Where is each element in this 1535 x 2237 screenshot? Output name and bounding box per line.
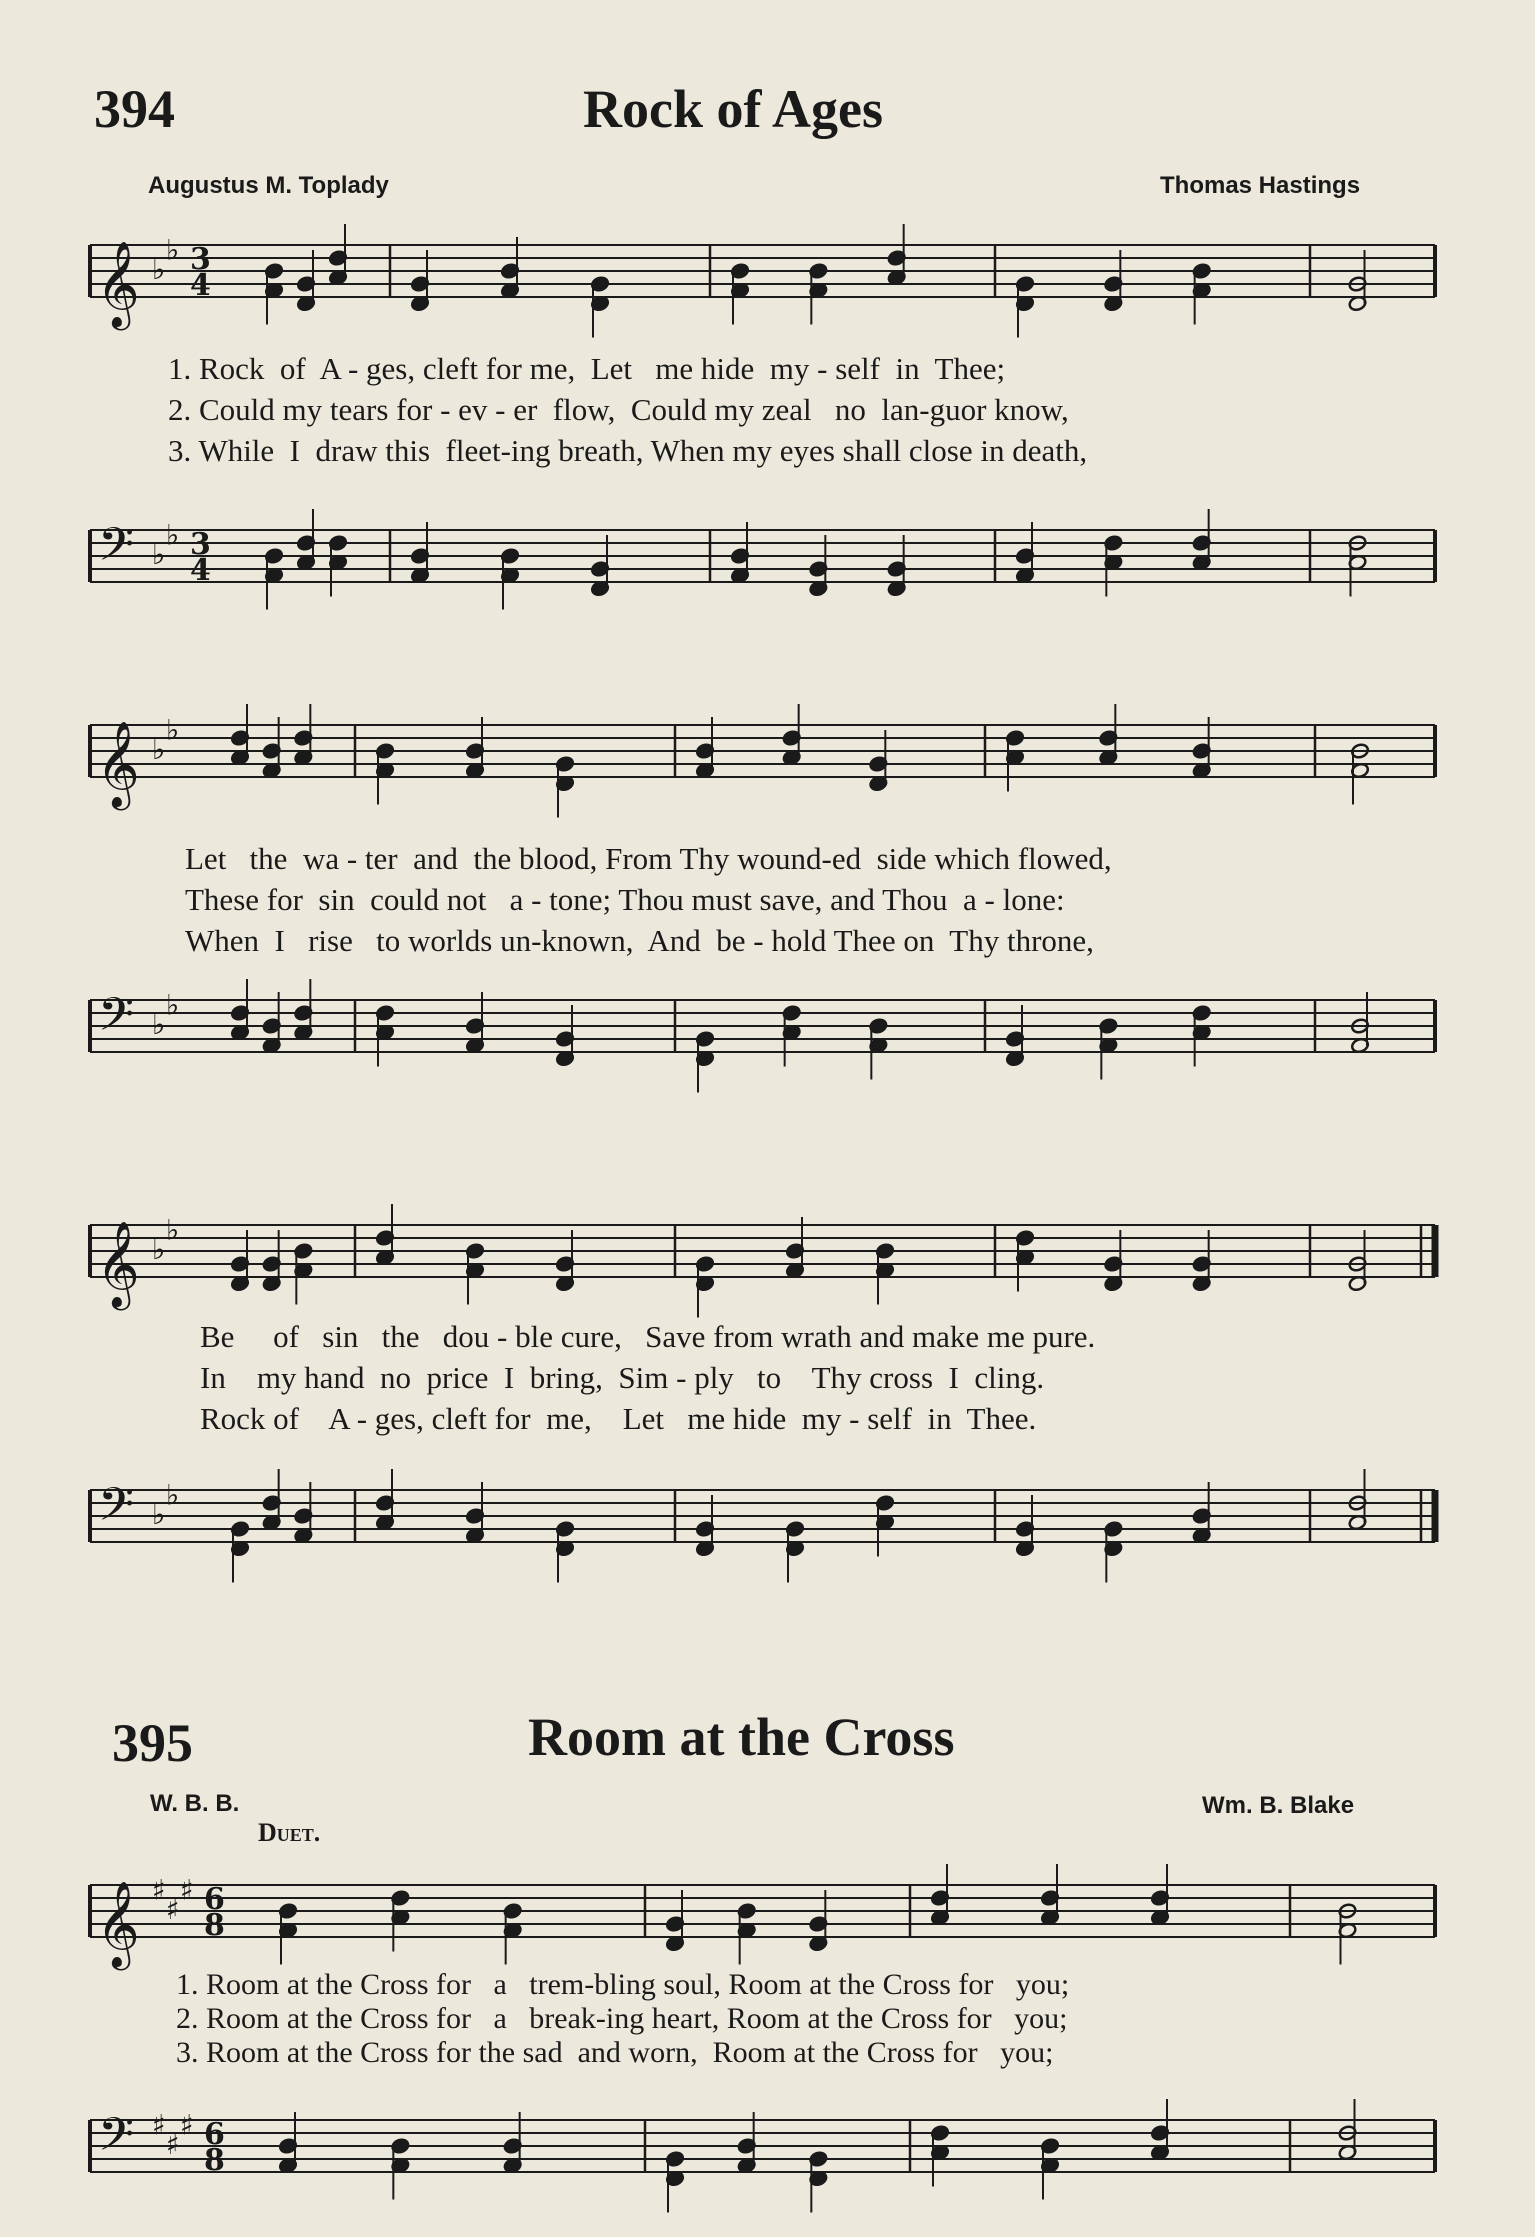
time-signature-top: 3: [190, 527, 211, 562]
treble-staff-system-4: [90, 1845, 1450, 1975]
lyric-verse-2: 2. Room at the Cross for a break-ing heart, Room at the Cross for you;: [176, 2002, 1068, 2035]
time-signature-bottom: 4: [190, 553, 211, 588]
bass-staff-system-3: [90, 1450, 1450, 1580]
bass-clef-icon: 𝄢: [98, 988, 135, 1053]
flat-icon: ♭: [166, 988, 180, 1022]
treble-clef-icon: 𝄞: [96, 1221, 140, 1307]
flat-icon: ♭: [152, 1498, 166, 1531]
lyric-verse-3: 3. Room at the Cross for the sad and worn, Room at the Cross for you;: [176, 2036, 1054, 2069]
time-signature-top: 3: [190, 242, 211, 277]
lyrics-system-1: [168, 348, 1087, 471]
flat-icon: ♭: [152, 1008, 166, 1041]
treble-clef-icon: 𝄞: [96, 241, 140, 327]
flat-icon: ♭: [152, 253, 166, 286]
flat-icon: ♭: [152, 733, 166, 766]
time-signature-bottom: 8: [204, 1908, 225, 1943]
bleed-through-text: [520, 70, 527, 100]
flat-icon: ♭: [166, 1478, 180, 1512]
lyricist-credit: Augustus M. Toplady: [148, 172, 389, 199]
treble-clef-icon: 𝄞: [96, 721, 140, 807]
lyric-verse-3: Rock of A - ges, cleft for me, Let me hide my - self in Thee.: [200, 1401, 1037, 1436]
sharp-icon: ♯: [166, 1893, 180, 1926]
sharp-icon: ♯: [152, 2108, 166, 2142]
lyrics-system-3: [200, 1316, 1095, 1439]
bass-staff-system-4: [90, 2090, 1450, 2237]
lyric-verse-1: Be of sin the dou - ble cure, Save from wrath and make me pure.: [200, 1319, 1096, 1354]
lyric-verse-1: 1. Rock of A - ges, cleft for me, Let me hide my - self in Thee;: [168, 351, 1006, 386]
lyric-verse-2: In my hand no price I bring, Sim - ply to Thy cross I cling.: [200, 1360, 1045, 1395]
lyric-verse-2: 2. Could my tears for - ev - er flow, Could my zeal no lan-guor know,: [168, 392, 1069, 427]
lyric-verse-1: Let the wa - ter and the blood, From Thy wound-ed side which flowed,: [185, 841, 1112, 876]
flat-icon: ♭: [152, 1233, 166, 1266]
time-signature-top: 6: [204, 1882, 225, 1917]
lyric-verse-3: When I rise to worlds un-known, And be - hold Thee on Thy throne,: [185, 923, 1094, 958]
bass-staff-system-2: [90, 970, 1450, 1090]
treble-clef-icon: 𝄞: [96, 1881, 140, 1967]
lyric-verse-2: These for sin could not a - tone; Thou must save, and Thou a - lone:: [185, 882, 1065, 917]
treble-staff-system-1: [90, 215, 1450, 335]
sharp-icon: ♯: [152, 1873, 166, 1907]
flat-icon: ♭: [166, 518, 180, 552]
time-signature-bottom: 4: [190, 268, 211, 303]
bass-staff-system-1: [90, 490, 1450, 620]
bass-clef-icon: 𝄢: [98, 1478, 135, 1543]
performance-marking: Duet.: [258, 1818, 321, 1847]
lyric-verse-1: 1. Room at the Cross for a trem-bling soul, Room at the Cross for you;: [176, 1968, 1070, 2001]
flat-icon: ♭: [152, 538, 166, 571]
lyricist-credit: W. B. B.: [150, 1790, 240, 1817]
sharp-icon: ♯: [166, 2128, 180, 2161]
treble-staff-system-3: [90, 1185, 1450, 1315]
flat-icon: ♭: [166, 1213, 180, 1247]
lyric-verse-3: 3. While I draw this fleet-ing breath, When my eyes shall close in death,: [168, 433, 1088, 468]
bass-clef-icon: 𝄢: [98, 2108, 135, 2173]
sharp-icon: ♯: [180, 2108, 194, 2142]
bass-clef-icon: 𝄢: [98, 518, 135, 583]
composer-credit: Wm. B. Blake: [1202, 1792, 1355, 1819]
flat-icon: ♭: [166, 233, 180, 267]
hymn-number: 394: [94, 79, 175, 139]
hymn-title: Room at the Cross: [528, 1707, 955, 1767]
sharp-icon: ♯: [180, 1873, 194, 1907]
treble-staff-system-2: [90, 695, 1450, 835]
hymn-number: 395: [112, 1713, 193, 1773]
hymn-title: Rock of Ages: [583, 79, 883, 139]
time-signature-bottom: 8: [204, 2143, 225, 2178]
flat-icon: ♭: [166, 713, 180, 747]
lyrics-system-4: [176, 1968, 1069, 2070]
time-signature-top: 6: [204, 2117, 225, 2152]
composer-credit: Thomas Hastings: [1160, 172, 1361, 199]
lyrics-system-2: [185, 838, 1112, 961]
